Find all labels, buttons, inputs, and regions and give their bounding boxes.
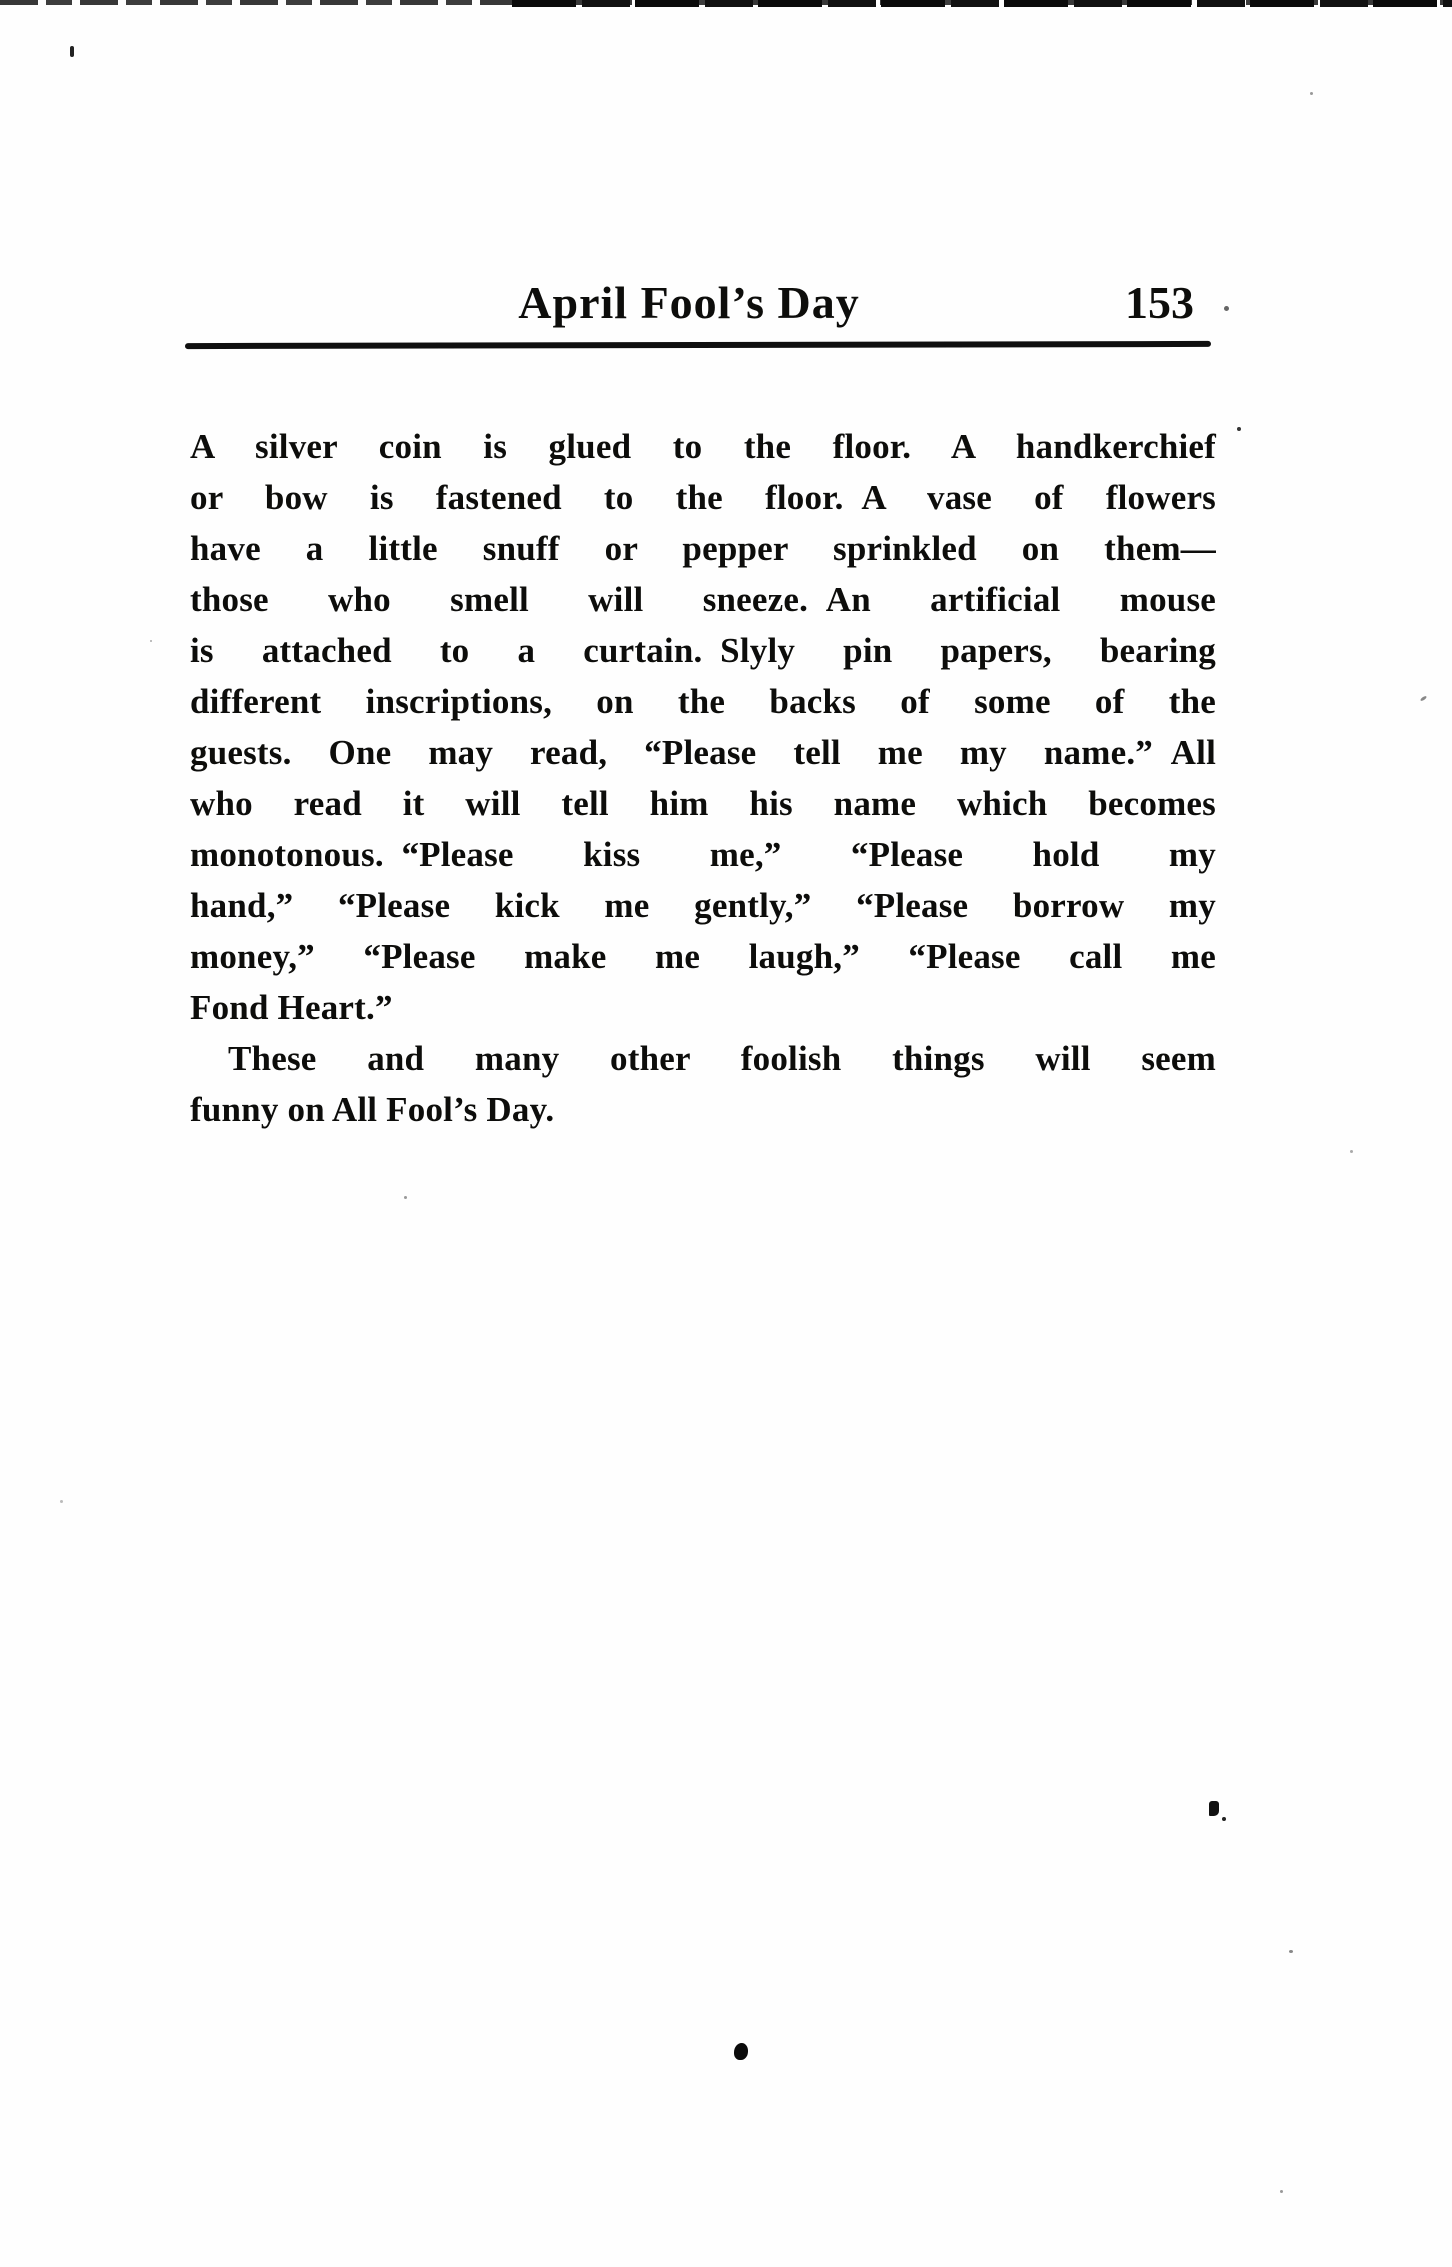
chapter-title: April Fool’s Day: [518, 277, 860, 328]
ink-speck: [1289, 1950, 1293, 1953]
ink-speck: [1420, 695, 1427, 701]
ink-speck: [1350, 1150, 1353, 1153]
ink-speck: [1237, 427, 1241, 431]
page-number: 153: [1125, 277, 1194, 328]
ink-mark-comma: [1209, 1801, 1219, 1816]
text-line: different inscriptions, on the backs of some of the: [190, 682, 1216, 721]
header-rule: [185, 341, 1211, 349]
ink-speck: [1224, 306, 1229, 311]
text-line: Fond Heart.”: [190, 988, 393, 1027]
text-line: those who smell will sneeze. An artificial mouse: [190, 580, 1216, 619]
text-line: funny on All Fool’s Day.: [190, 1090, 555, 1129]
text-line: hand,” “Please kick me gently,” “Please borrow my: [190, 886, 1216, 925]
text-line: who read it will tell him his name which becomes: [190, 784, 1216, 823]
ink-speck: [150, 640, 152, 642]
text-line: A silver coin is glued to the floor. A handkerchief: [190, 427, 1216, 466]
body-text: [190, 421, 1216, 1135]
text-line: monotonous. “Please kiss me,” “Please hold my: [190, 835, 1216, 874]
text-line: have a little snuff or pepper sprinkled on them—: [190, 529, 1216, 568]
text-line: money,” “Please make me laugh,” “Please call me: [190, 937, 1216, 976]
ink-speck: [70, 46, 74, 57]
ink-speck: [1310, 92, 1313, 95]
text-line: is attached to a curtain. Slyly pin papers, bearing: [190, 631, 1216, 670]
scan-edge-artifact-dark: [512, 0, 1452, 7]
ink-blot: [734, 2043, 748, 2060]
ink-speck: [404, 1196, 407, 1199]
text-line: These and many other foolish things will seem: [228, 1039, 1216, 1078]
text-line: or bow is fastened to the floor. A vase of flowers: [190, 478, 1216, 517]
ink-speck: [60, 1500, 63, 1503]
running-head: [190, 276, 1216, 328]
ink-speck: [1280, 2190, 1283, 2193]
text-line: guests. One may read, “Please tell me my name.” All: [190, 733, 1216, 772]
ink-speck: [1222, 1817, 1226, 1821]
